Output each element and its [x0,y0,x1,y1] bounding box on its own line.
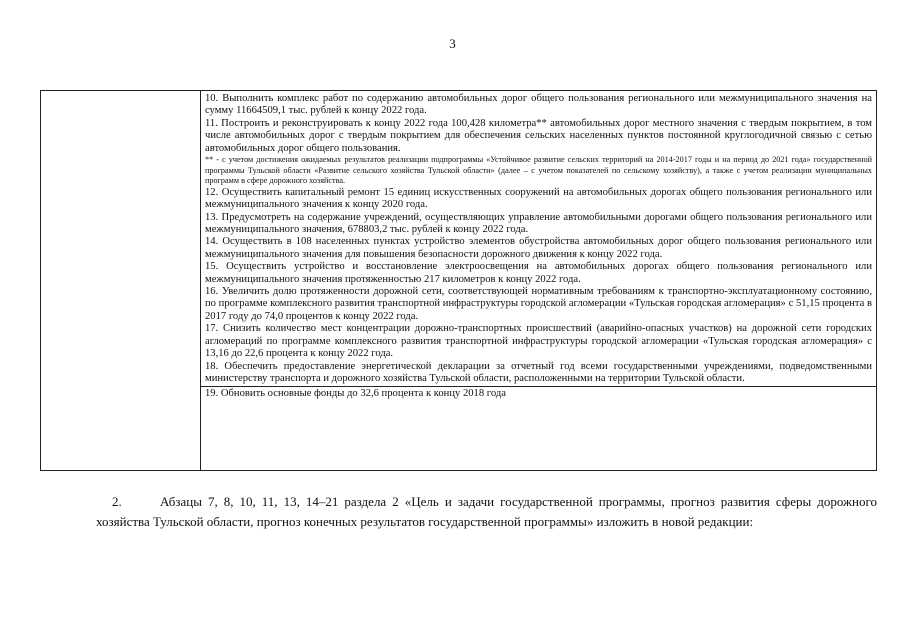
goal-item-12: 12. Осуществить капитальный ремонт 15 единиц искусственных сооружений на автомобильных дорогах общего пользования регионального или межмуниципального значения к концу 2020 года. [205,186,872,211]
amendment-paragraph [96,492,877,531]
goal-item-14: 14. Осуществить в 108 населенных пунктах устройство элементов обустройства автомобильных дорог общего пользования регионального или межмуниципального значения для повышения безопасности дорожного движения к концу 2022 года. [205,236,872,260]
goal-item-16: 16. Увеличить долю протяженности дорожной сети, соответствующей нормативным требованиям к транспортно-эксплуатационному состоянию, по программе комплексного развития транспортной инфраструктуры городской агломерации «Тульская городская агломерация» с 51,15 процента в 2017 году до 74,0 процентов к концу 2022 года. [205,286,872,322]
page-number: 3 [449,36,456,51]
goal-item-15: 15. Осуществить устройство и восстановление электроосвещения на автомобильных дорогах общего пользования регионального или межмуниципального значения протяженностью 217 километров к концу 2022 года. [205,261,872,285]
goal-item-17: 17. Снизить количество мест концентрации дорожно-транспортных происшествий (аварийно-опасных участков) на дорожной сети городских агломераций по программе комплексного развития транспортной инфраструктуры городской агломерации «Тульская городская агломерация» с 13,16 до 22,6 процента к концу 2022 года. [205,323,872,360]
goals-table [40,90,877,471]
paragraph-number: 2. [112,494,122,509]
footnote: ** - с учетом достижения ожидаемых результатов реализации подпрограммы «Устойчивое развитие сельских территорий на 2014-2017 годы и на период до 2021 года» государственной программы Тульской области «Развитие сельского хозяйства Тульской области» (далее – с учетом показателей по сельскому хозяйству), а также с учетом реализации муниципальных программ в сфере дорожного хозяйства. [205,155,872,186]
goal-item-11: 11. Построить и реконструировать к концу 2022 года 100,428 километра** автомобильных дорог местного значения с твердым покрытием, в том числе автомобильных дорог с твердым покрытием для обеспечения сельских населенных пунктов постоянной круглогодичной связью с сетью автомобильных дорог общего пользования. [205,117,872,154]
table-right-column [201,91,876,470]
goal-item-10: 10. Выполнить комплекс работ по содержанию автомобильных дорог общего пользования регионального или межмуниципального значения на сумму 11664509,1 тыс. рублей к концу 2022 года. [205,93,872,117]
paragraph-text: Абзацы 7, 8, 10, 11, 13, 14–21 раздела 2 «Цель и задачи государственной программы, прогноз развития сферы дорожного хозяйства Тульской области, прогноз конечных результатов государственной программы» изложить в новой редакции: [96,494,877,529]
goal-item-13: 13. Предусмотреть на содержание учреждений, осуществляющих управление автомобильными дорогами общего пользования регионального или межмуниципального значения, 678803,2 тыс. рублей к концу 2022 года. [205,211,872,236]
goal-item-19: 19. Обновить основные фонды до 32,6 процента к концу 2018 года [201,386,876,400]
table-left-column [41,91,201,470]
goal-item-18: 18. Обеспечить предоставление энергетической декларации за отчетный год всеми государственными учреждениями, подведомственными министерству транспорта и дорожного хозяйства Тульской области, расположенными на территории Тульской области. [205,360,872,384]
